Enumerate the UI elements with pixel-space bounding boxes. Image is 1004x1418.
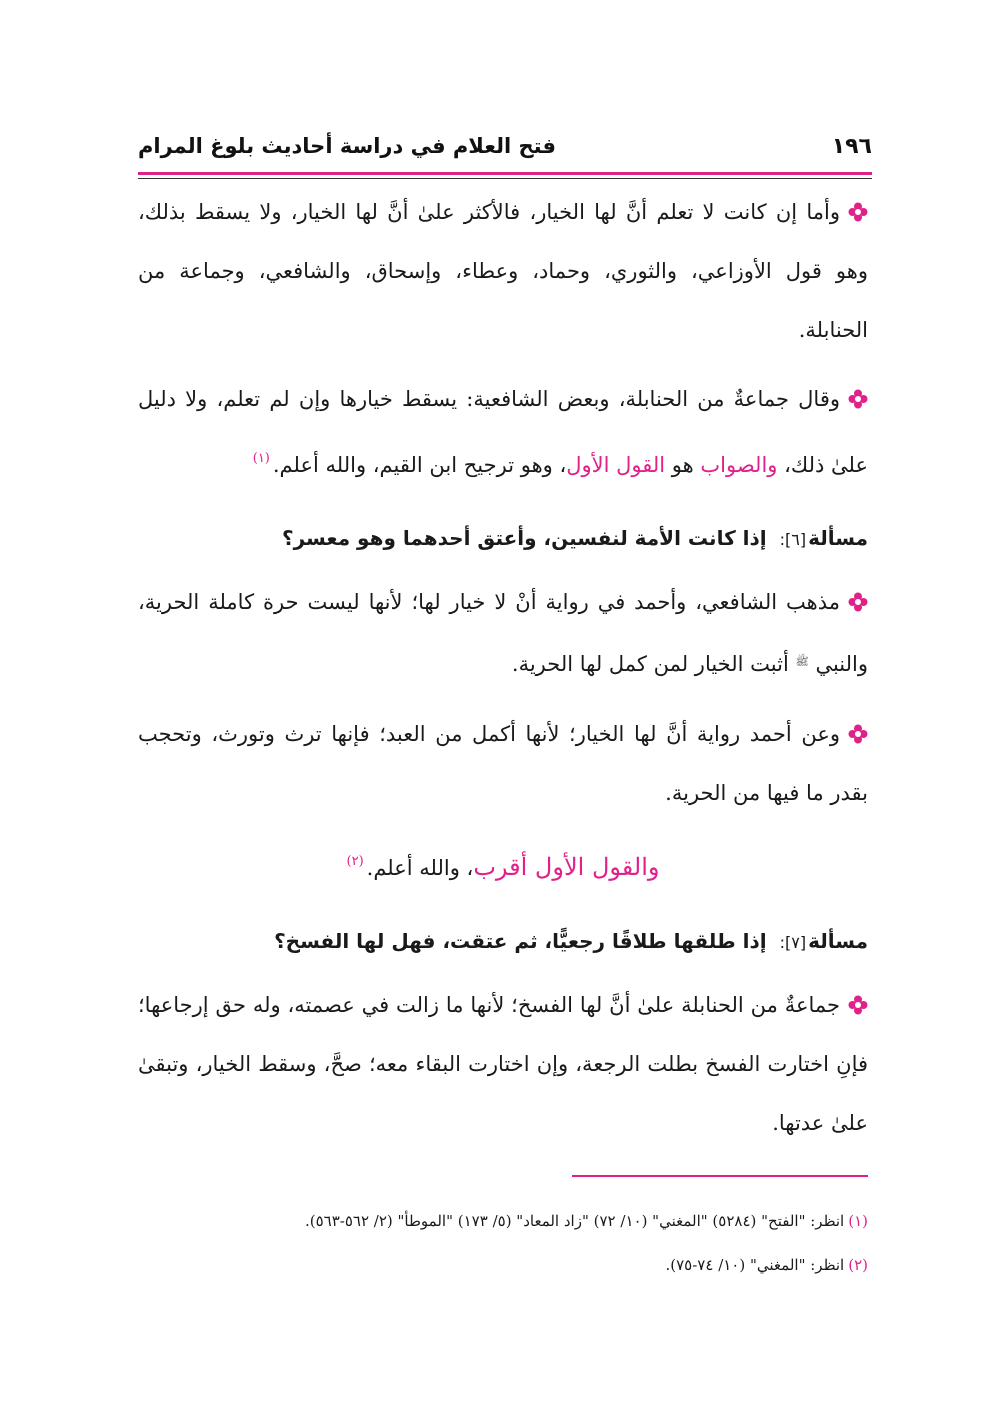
question-7-heading <box>138 924 868 960</box>
conclusion-text: ، والله أعلم. <box>366 856 474 880</box>
paragraph-5-text: جماعةٌ من الحنابلة علىٰ أنَّ لها الفسخ؛ لأنها ما زالت في عصمته، وله حق إرجاعها؛ فإنِ اختارت الفسخ بطلت الرجعة، وإن اختارت البقاء معه؛ صحَّ، وسقط الخيار، وتبقىٰ علىٰ عدتها. <box>138 993 868 1135</box>
footnote-1 <box>138 1208 868 1234</box>
honorific-glyph: ﷺ <box>795 655 809 668</box>
header-rule-dark <box>138 178 872 179</box>
running-header <box>138 128 872 164</box>
highlight-first-opinion: القول الأول <box>566 453 666 477</box>
footnote-text: انظر: "الفتح" (٥٢٨٤) "المغني" (١٠/ ٧٢) "زاد المعاد" (٥/ ١٧٣) "الموطأ" (٢/ ٥٦٢-٥٦٣). <box>304 1212 845 1230</box>
footnote-ref-2[interactable]: (٢) <box>346 854 364 869</box>
footnote-2 <box>138 1252 868 1278</box>
paragraph-4 <box>138 705 868 823</box>
paragraph-1 <box>138 183 868 360</box>
paragraph-2-text-c: ، وهو ترجيح ابن القيم، والله أعلم. <box>272 453 567 477</box>
conclusion-highlight: والقول الأول أقرب <box>473 853 660 881</box>
question-label: مسألة <box>808 526 868 550</box>
header-rule-pink <box>138 172 872 175</box>
paragraph-1-text: وأما إن كانت لا تعلم أنَّ لها الخيار، فالأكثر علىٰ أنَّ لها الخيار، ولا يسقط بذلك، وهو قول الأوزاعي، والثوري، وحماد، وعطاء، وإسحاق، والشافعي، وجماعة من الحنابلة. <box>138 200 868 342</box>
paragraph-4-text: وعن أحمد رواية أنَّ لها الخيار؛ لأنها أكمل من العبد؛ فإنها ترث وتورث، وتحجب بقدر ما فيها من الحرية. <box>138 722 868 805</box>
question-label: مسألة <box>808 929 868 953</box>
question-6-heading <box>138 521 868 557</box>
paragraph-2-text-a: وقال جماعةٌ من الحنابلة، وبعض الشافعية: يسقط خيارها وإن لم تعلم، ولا دليل علىٰ ذلك، <box>138 387 868 477</box>
flower-ornament-icon <box>848 202 868 222</box>
flower-ornament-icon <box>848 995 868 1015</box>
footnote-separator <box>572 1175 868 1177</box>
paragraph-3 <box>138 573 868 694</box>
question-text: إذا كانت الأمة لنفسين، وأعتق أحدهما وهو معسر؟ <box>282 526 767 550</box>
footnote-number: (٢) <box>848 1256 868 1274</box>
paragraph-2-text-b: هو <box>665 453 701 477</box>
paragraph-3-text-b: أثبت الخيار لمن كمل لها الحرية. <box>511 652 796 676</box>
flower-ornament-icon <box>848 389 868 409</box>
footnote-text: انظر: "المغني" (١٠/ ٧٤-٧٥). <box>665 1256 845 1274</box>
footnote-number: (١) <box>848 1212 868 1230</box>
question-number: [٦]: <box>779 530 807 549</box>
flower-ornament-icon <box>848 592 868 612</box>
paragraph-2 <box>138 370 868 495</box>
footnote-ref-1[interactable]: (١) <box>252 451 270 466</box>
paragraph-5 <box>138 976 868 1153</box>
highlight-correct: والصواب <box>700 453 778 477</box>
question-text: إذا طلقها طلاقًا رجعيًّا، ثم عتقت، فهل لها الفسخ؟ <box>274 929 767 953</box>
conclusion-line <box>138 842 868 888</box>
question-number: [٧]: <box>779 933 807 952</box>
paragraph-3-text-a: مذهب الشافعي، وأحمد في رواية أنْ لا خيار لها؛ لأنها ليست حرة كاملة الحرية، والنبي <box>138 590 868 676</box>
book-title: فتح العلام في دراسة أحاديث بلوغ المرام <box>138 134 556 158</box>
flower-ornament-icon <box>848 724 868 744</box>
page-number: ١٩٦ <box>831 133 872 159</box>
